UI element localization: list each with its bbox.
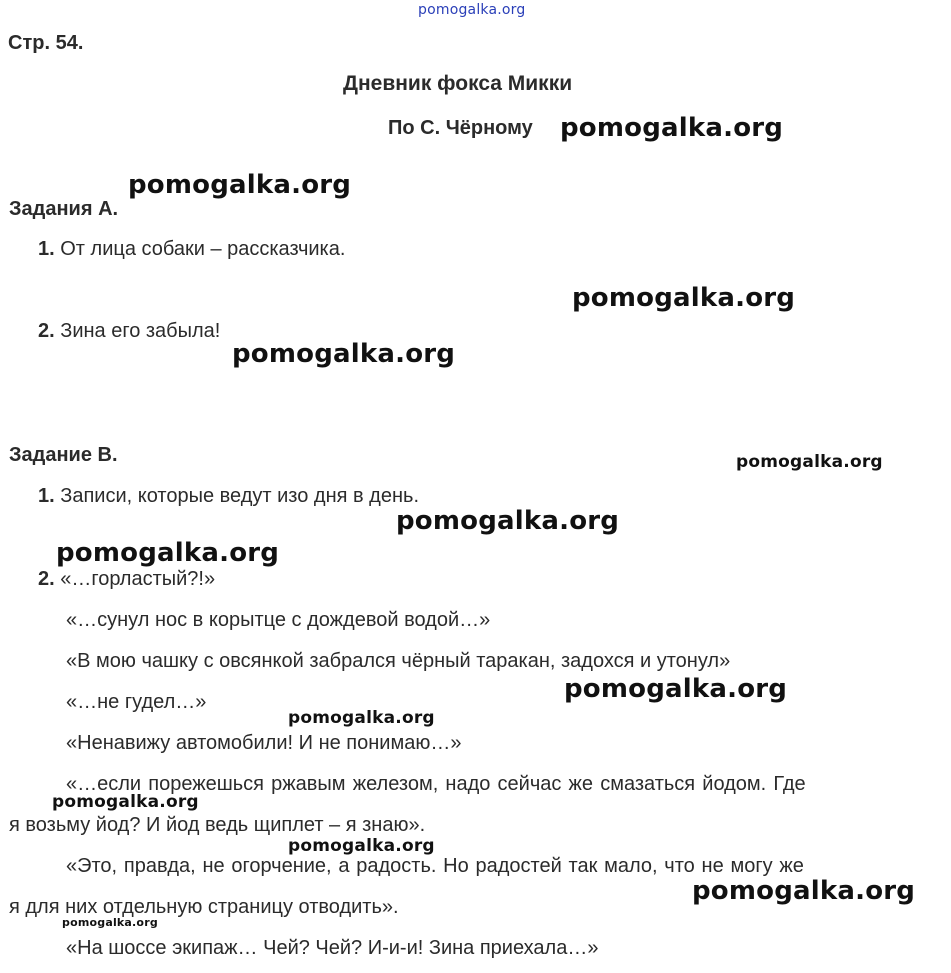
section-a-item-2 <box>38 320 220 343</box>
watermark: pomogalka.org <box>128 170 352 200</box>
quote-paragraph-1-line-2: я возьму йод? И йод ведь щиплет – я знаю». <box>9 814 426 836</box>
item-number: 2. <box>38 568 55 590</box>
item-number: 1. <box>38 238 55 260</box>
quote-paragraph-2-line-2: я для них отдельную страницу отводить». <box>9 896 399 918</box>
quote-line: «Ненавижу автомобили! И не понимаю…» <box>66 732 462 754</box>
section-a-item-1 <box>38 238 345 261</box>
quote-paragraph-1-line-1: «…если порежешься ржавым железом, надо сейчас же смазаться йодом. Где <box>66 773 806 795</box>
quote-paragraph-2-line-1: «Это, правда, не огорчение, а радость. Но радостей так мало, что не могу же <box>66 855 804 877</box>
watermark: pomogalka.org <box>232 339 456 369</box>
quote-line: «…не гудел…» <box>66 691 207 713</box>
story-title: Дневник фокса Микки <box>343 72 573 95</box>
section-b-heading: Задание В. <box>9 444 118 466</box>
watermark: pomogalka.org <box>564 674 788 704</box>
watermark: pomogalka.org <box>56 538 280 568</box>
section-b-item-1 <box>38 485 419 508</box>
item-text: «…горластый?!» <box>60 568 216 590</box>
item-number: 2. <box>38 320 55 342</box>
quote-line-last: «На шоссе экипаж… Чей? Чей? И-и-и! Зина приехала…» <box>66 937 599 959</box>
watermark: pomogalka.org <box>572 283 796 313</box>
quote-line: «В мою чашку с овсянкой забрался чёрный таракан, задохся и утонул» <box>66 650 731 672</box>
watermark: pomogalka.org <box>560 113 784 143</box>
watermark: pomogalka.org <box>288 836 435 856</box>
watermark: pomogalka.org <box>288 708 435 728</box>
section-b-item-2 <box>38 568 215 591</box>
watermark: pomogalka.org <box>692 876 916 906</box>
watermark: pomogalka.org <box>736 452 883 472</box>
section-a-heading: Задания А. <box>9 198 119 220</box>
story-author: По С. Чёрному <box>388 117 533 139</box>
item-number: 1. <box>38 485 55 507</box>
page-number: Стр. 54. <box>8 32 84 54</box>
watermark: pomogalka.org <box>52 792 199 812</box>
watermark: pomogalka.org <box>62 916 158 929</box>
item-text: От лица собаки – рассказчика. <box>60 238 346 260</box>
watermark: pomogalka.org <box>396 506 620 536</box>
watermark-top: pomogalka.org <box>418 2 526 18</box>
item-text: Зина его забыла! <box>60 320 221 342</box>
quote-line: «…сунул нос в корытце с дождевой водой…» <box>66 609 491 631</box>
item-text: Записи, которые ведут изо дня в день. <box>60 485 419 507</box>
